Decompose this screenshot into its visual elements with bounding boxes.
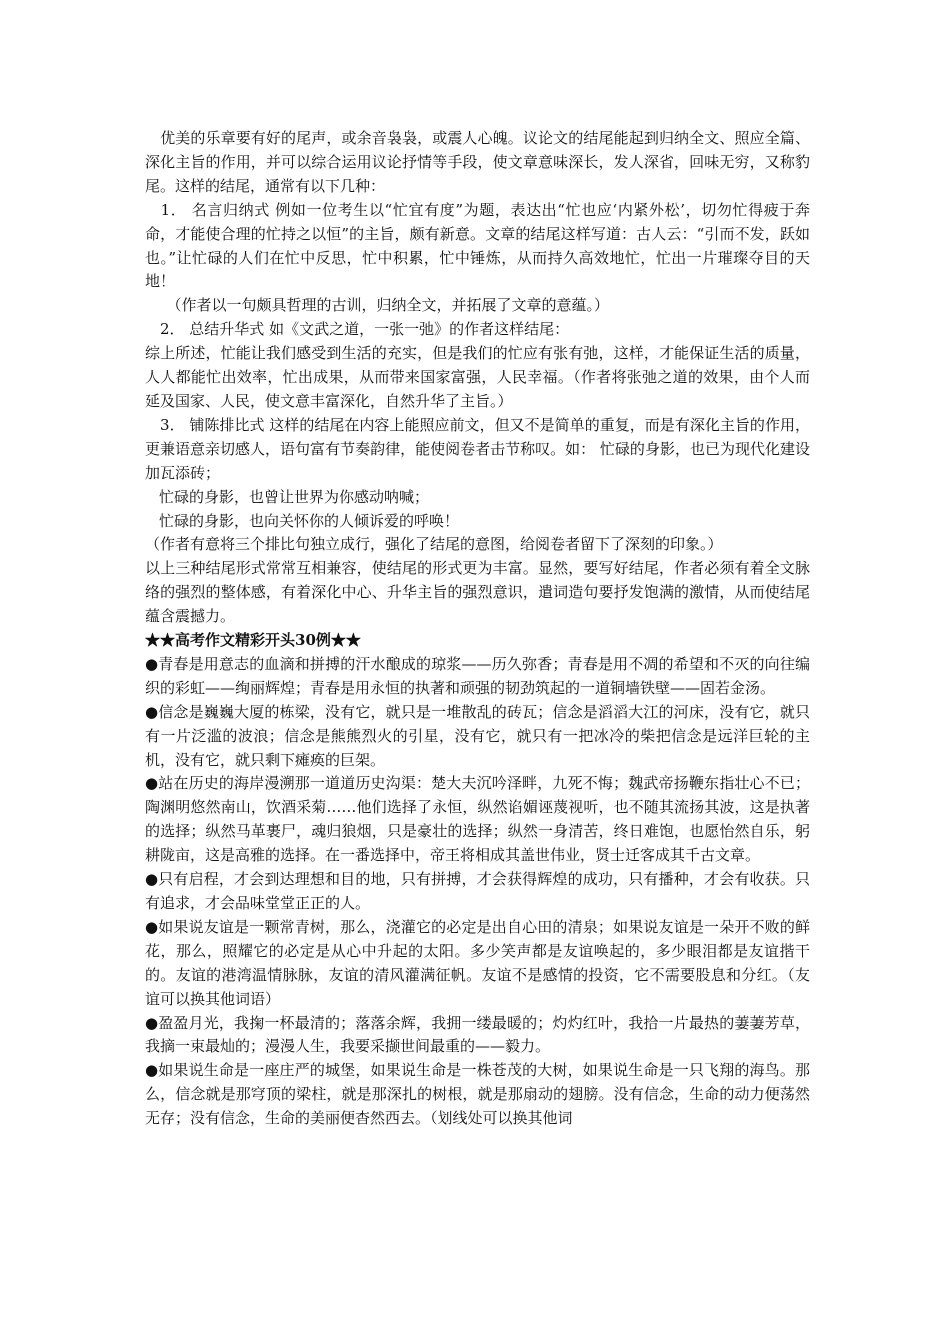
example-journey: ●只有启程，才会到达理想和目的地，只有拼搏，才会获得辉煌的成功，只有播种，才会有收获。只有追求，才会品味堂堂正正的人。 [145, 870, 810, 912]
section-heading: ★★高考作文精彩开头30例★★ [145, 631, 361, 650]
example-belief: ●信念是巍巍大厦的栋梁，没有它，就只是一堆散乱的砖瓦；信念是滔滔大江的河床，没有它，就只有一片泛滥的波浪；信念是熊熊烈火的引星，没有它，就只有一把冰冷的柴把信念是远洋巨轮的主机，没有它，就只剩下瘫痪的巨架。 [145, 702, 810, 769]
method-1-paragraph: 1． 名言归纳式 例如一位考生以“忙宜有度”为题，表达出“忙也应‘内紧外松’，切勿忙得疲于奔命，才能使合理的忙持之以恒”的主旨，颇有新意。文章的结尾这样写道：古人云：“引而不发，跃如也。”让忙碌的人们在忙中反思，忙中积累，忙中锤炼，从而持久高效地忙，忙出一片璀璨夺目的天地！ [145, 200, 810, 291]
method-2-title: 2． 总结升华式 如《文武之道，一张一弛》的作者这样结尾： [145, 320, 570, 339]
example-youth: ●青春是用意志的血滴和拼搏的汗水酿成的琼浆——历久弥香；青春是用不凋的希望和不灭的向往编织的彩虹——绚丽辉煌；青春是用永恒的执著和顽强的韧劲筑起的一道铜墙铁壁——固若金汤。 [145, 654, 810, 697]
summary-paragraph: 以上三种结尾形式常常互相兼容，使结尾的形式更为丰富。显然，要写好结尾，作者必须有着全文脉络的强烈的整体感，有着深化中心、升华主旨的强烈意识，遣词造句要抒发饱满的激情，从而使结尾蕴含震撼力。 [145, 559, 810, 626]
document-page [145, 127, 810, 1131]
method-1-comment: （作者以一句颇具哲理的古训，归纳全文，并拓展了文章的意蕴。） [159, 296, 610, 315]
method-3-comment: （作者有意将三个排比句独立成行，强化了结尾的意图，给阅卷者留下了深刻的印象。） [145, 535, 723, 554]
example-history: ●站在历史的海岸漫溯那一道道历史沟渠：楚大夫沉吟泽畔，九死不悔；魏武帝扬鞭东指壮心不已；陶渊明悠然南山，饮酒采菊……他们选择了永恒，纵然谄媚诬蔑视听，也不随其流扬其波，这是执著的选择；纵然马革裹尸，魂归狼烟，只是豪壮的选择；纵然一身清苦，终日难饱，也愿怡然自乐，躬耕陇亩，这是高雅的选择。在一番选择中，帝王将相成其盖世伟业，贤士迁客成其千古文章。 [145, 774, 810, 865]
method-2-paragraph: 综上所述，忙能让我们感受到生活的充实，但是我们的忙应有张有弛，这样，才能保证生活的质量，人人都能忙出效率，忙出成果，从而带来国家富强，人民幸福。（作者将张弛之道的效果，由个人而延及国家、人民，使文意丰富深化，自然升华了主旨。） [145, 344, 810, 410]
example-perseverance: ●盈盈月光，我掬一杯最清的；落落余辉，我拥一缕最暖的；灼灼红叶，我拾一片最热的萋萋芳草，我摘一束最灿的；漫漫人生，我要采撷世间最重的——毅力。 [145, 1013, 810, 1056]
intro-paragraph: 优美的乐章要有好的尾声，或余音袅袅，或震人心魄。议论文的结尾能起到归纳全文、照应全篇、深化主旨的作用，并可以综合运用议论抒情等手段，使文章意味深长，发人深省，回味无穷，又称豹尾。这样的结尾，通常有以下几种： [145, 129, 810, 195]
method-3-paragraph: 3． 铺陈排比式 这样的结尾在内容上能照应前文，但又不是简单的重复，而是有深化主旨的作用，更兼语意亲切感人，语句富有节奏韵律，能使阅卷者击节称叹。如： 忙碌的身影，也已为现代化建设加瓦添砖； [145, 415, 810, 482]
parallel-line-2: 忙碌的身影，也曾让世界为你感动呐喊； [159, 487, 430, 506]
example-life: ●如果说生命是一座庄严的城堡，如果说生命是一株苍茂的大树，如果说生命是一只飞翔的海鸟。那么，信念就是那穹顶的梁柱，就是那深扎的树根，就是那扇动的翅膀。没有信念，生命的动力便荡然无存；没有信念，生命的美丽便杳然西去。（划线处可以换其他词 [145, 1061, 810, 1128]
example-friendship: ●如果说友谊是一颗常青树，那么，浇灌它的必定是出自心田的清泉；如果说友谊是一朵开不败的鲜花，那么，照耀它的必定是从心中升起的太阳。多少笑声都是友谊唤起的，多少眼泪都是友谊揩干的。友谊的港湾温情脉脉，友谊的清风灌满征帆。友谊不是感情的投资，它不需要股息和分红。（友谊可以换其他词语） [145, 917, 810, 1008]
parallel-line-3: 忙碌的身影，也向关怀你的人倾诉爱的呼唤！ [159, 511, 460, 530]
